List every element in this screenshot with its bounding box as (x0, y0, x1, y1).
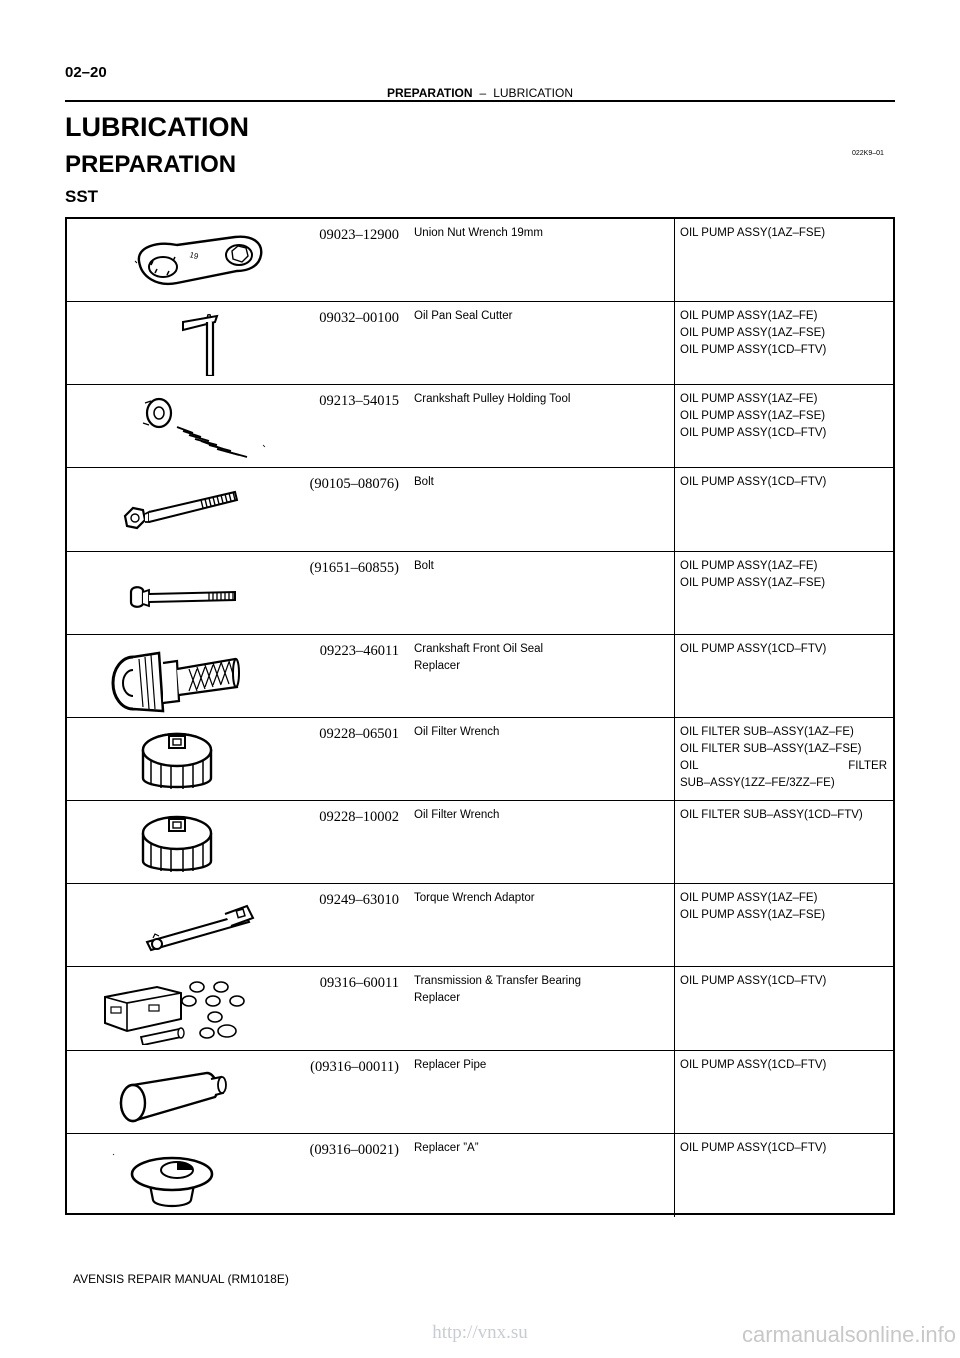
tool-name (414, 724, 674, 741)
tool-number: 09249–63010 (319, 892, 399, 909)
tool-use-line: OIL PUMP ASSY(1AZ–FSE) (680, 327, 826, 340)
tool-number: 09228–10002 (319, 809, 399, 826)
tool-name-line: Union Nut Wrench 19mm (414, 227, 543, 239)
tool-use-line: OIL PUMP ASSY(1AZ–FSE) (680, 576, 826, 589)
footer-manual-title: AVENSIS REPAIR MANUAL (RM1018E) (73, 1272, 289, 1286)
tool-use-line: OIL FILTER SUB–ASSY(1AZ–FE) (680, 725, 854, 738)
tool-name (414, 1140, 674, 1157)
tool-name-line: Replacer (414, 659, 461, 672)
page-title: LUBRICATION (65, 112, 249, 142)
tool-use-line: OIL FILTER SUB–ASSY(1CD–FTV) (680, 809, 863, 822)
watermark-link[interactable]: http://vnx.su (432, 1322, 528, 1343)
tool-use-cell (674, 385, 895, 467)
running-header-section: PREPARATION (386, 86, 473, 100)
tool-use-cell (674, 1134, 895, 1217)
tool-name (414, 558, 674, 575)
tool-name-line: Crankshaft Front Oil Seal (414, 642, 544, 655)
tool-use-line: OIL PUMP ASSY(1CD–FTV) (680, 1058, 827, 1071)
torque-wrench-adaptor-icon (97, 896, 277, 958)
tool-use-line: OIL PUMP ASSY(1AZ–FE) (680, 559, 818, 572)
tool-row (67, 1134, 893, 1217)
tool-use-line: OIL PUMP ASSY(1CD–FTV) (680, 344, 827, 357)
tool-name (414, 1057, 674, 1074)
page-number: 02–20 (65, 64, 107, 81)
tool-row (67, 801, 893, 884)
oil-seal-replacer-icon (97, 647, 277, 713)
tool-use-cell (674, 219, 895, 301)
tool-use-word: OIL (680, 759, 699, 772)
tool-name-line: Bolt (414, 476, 434, 489)
tool-name (414, 890, 674, 907)
tool-name (414, 225, 674, 242)
tool-row (67, 219, 893, 302)
tool-name (414, 807, 674, 824)
tool-row (67, 718, 893, 801)
tool-row (67, 385, 893, 468)
tool-row (67, 967, 893, 1050)
tool-row (67, 302, 893, 385)
running-header (0, 86, 960, 100)
tool-use-cell (674, 552, 895, 634)
tool-use-line: OIL FILTER SUB–ASSY(1AZ–FSE) (680, 742, 862, 755)
tool-use-line: SUB–ASSY(1ZZ–FE/3ZZ–FE) (680, 776, 835, 789)
tool-use-line (680, 758, 895, 775)
tool-name-line: Replacer ”A” (414, 1141, 479, 1154)
tool-use-word: FILTER (848, 759, 887, 772)
tool-name-line: Bolt (414, 559, 434, 572)
tool-use-line: OIL PUMP ASSY(1AZ–FSE) (680, 410, 826, 423)
oil-filter-wrench-icon (97, 730, 277, 794)
tool-row (67, 552, 893, 635)
tool-name-line: Replacer (414, 992, 461, 1005)
tool-row (67, 1051, 893, 1134)
tool-use-cell (674, 884, 895, 966)
tool-number: 09213–54015 (319, 393, 399, 410)
tool-use-cell (674, 1051, 895, 1133)
tool-use-cell (674, 967, 895, 1049)
tool-number: (09316–00021) (309, 1141, 399, 1158)
tool-use-line: OIL PUMP ASSY(1AZ–FSE) (680, 227, 826, 239)
tool-row (67, 468, 893, 551)
running-header-subsection: LUBRICATION (493, 86, 574, 100)
tool-number: 09032–00100 (319, 310, 399, 327)
tool-row (67, 884, 893, 967)
tool-use-cell (674, 468, 895, 550)
tool-number: (09316–00011) (310, 1058, 399, 1075)
tool-use-line: OIL PUMP ASSY(1CD–FTV) (680, 476, 827, 489)
tool-use-cell (674, 302, 895, 384)
tool-use-line: OIL PUMP ASSY(1CD–FTV) (680, 1141, 827, 1154)
tool-use-line: OIL PUMP ASSY(1AZ–FE) (680, 892, 818, 905)
tool-name-line: Transmission & Transfer Bearing (414, 975, 582, 988)
tool-use-line: OIL PUMP ASSY(1AZ–FSE) (680, 909, 826, 922)
replacer-pipe-icon (97, 1063, 277, 1129)
tool-row (67, 635, 893, 718)
tool-use-cell (674, 801, 895, 883)
tool-number: 09023–12900 (319, 227, 399, 243)
svg-text:19: 19 (188, 250, 200, 262)
union-nut-wrench-icon (97, 231, 277, 293)
tool-name-line: Torque Wrench Adaptor (414, 892, 535, 905)
tool-use-cell (674, 718, 895, 800)
tool-name (414, 641, 674, 675)
tool-use-line: OIL PUMP ASSY(1AZ–FE) (680, 310, 818, 323)
pulley-holding-tool-icon (97, 397, 277, 461)
bolt-icon (97, 480, 277, 542)
bearing-replacer-set-icon (97, 979, 277, 1045)
tool-name-line: Crankshaft Pulley Holding Tool (414, 393, 571, 406)
tool-name (414, 391, 674, 408)
tool-use-line: OIL PUMP ASSY(1CD–FTV) (680, 975, 827, 988)
tool-use-cell (674, 635, 895, 717)
page-subtitle: PREPARATION (65, 151, 237, 178)
sst-table (65, 217, 895, 1215)
figure-code: 022K9–01 (852, 150, 884, 157)
seal-cutter-icon (97, 314, 277, 376)
bolt-icon (97, 564, 277, 626)
tool-name-line: Replacer Pipe (414, 1058, 487, 1071)
oil-filter-wrench-icon (97, 813, 277, 877)
tool-number: 09223–46011 (319, 642, 399, 659)
section-label-sst: SST (65, 187, 99, 206)
tool-number: 09316–60011 (319, 975, 399, 992)
tool-use-line: OIL PUMP ASSY(1CD–FTV) (680, 642, 827, 655)
tool-number: 09228–06501 (319, 725, 399, 742)
tool-name-line: Oil Filter Wrench (414, 725, 500, 738)
tool-name-line: Oil Filter Wrench (414, 809, 500, 822)
tool-name (414, 973, 674, 1007)
header-rule (65, 100, 895, 102)
tool-number: (91651–60855) (309, 559, 399, 576)
tool-use-line: OIL PUMP ASSY(1AZ–FE) (680, 393, 818, 406)
tool-name (414, 474, 674, 491)
running-header-dash: – (479, 86, 487, 100)
replacer-a-icon (97, 1146, 277, 1212)
tool-use-line: OIL PUMP ASSY(1CD–FTV) (680, 427, 827, 440)
watermark-site: carmanualsonline.info (741, 1322, 956, 1347)
tool-name (414, 308, 674, 325)
tool-number: (90105–08076) (309, 476, 399, 493)
tool-name-line: Oil Pan Seal Cutter (414, 310, 513, 323)
